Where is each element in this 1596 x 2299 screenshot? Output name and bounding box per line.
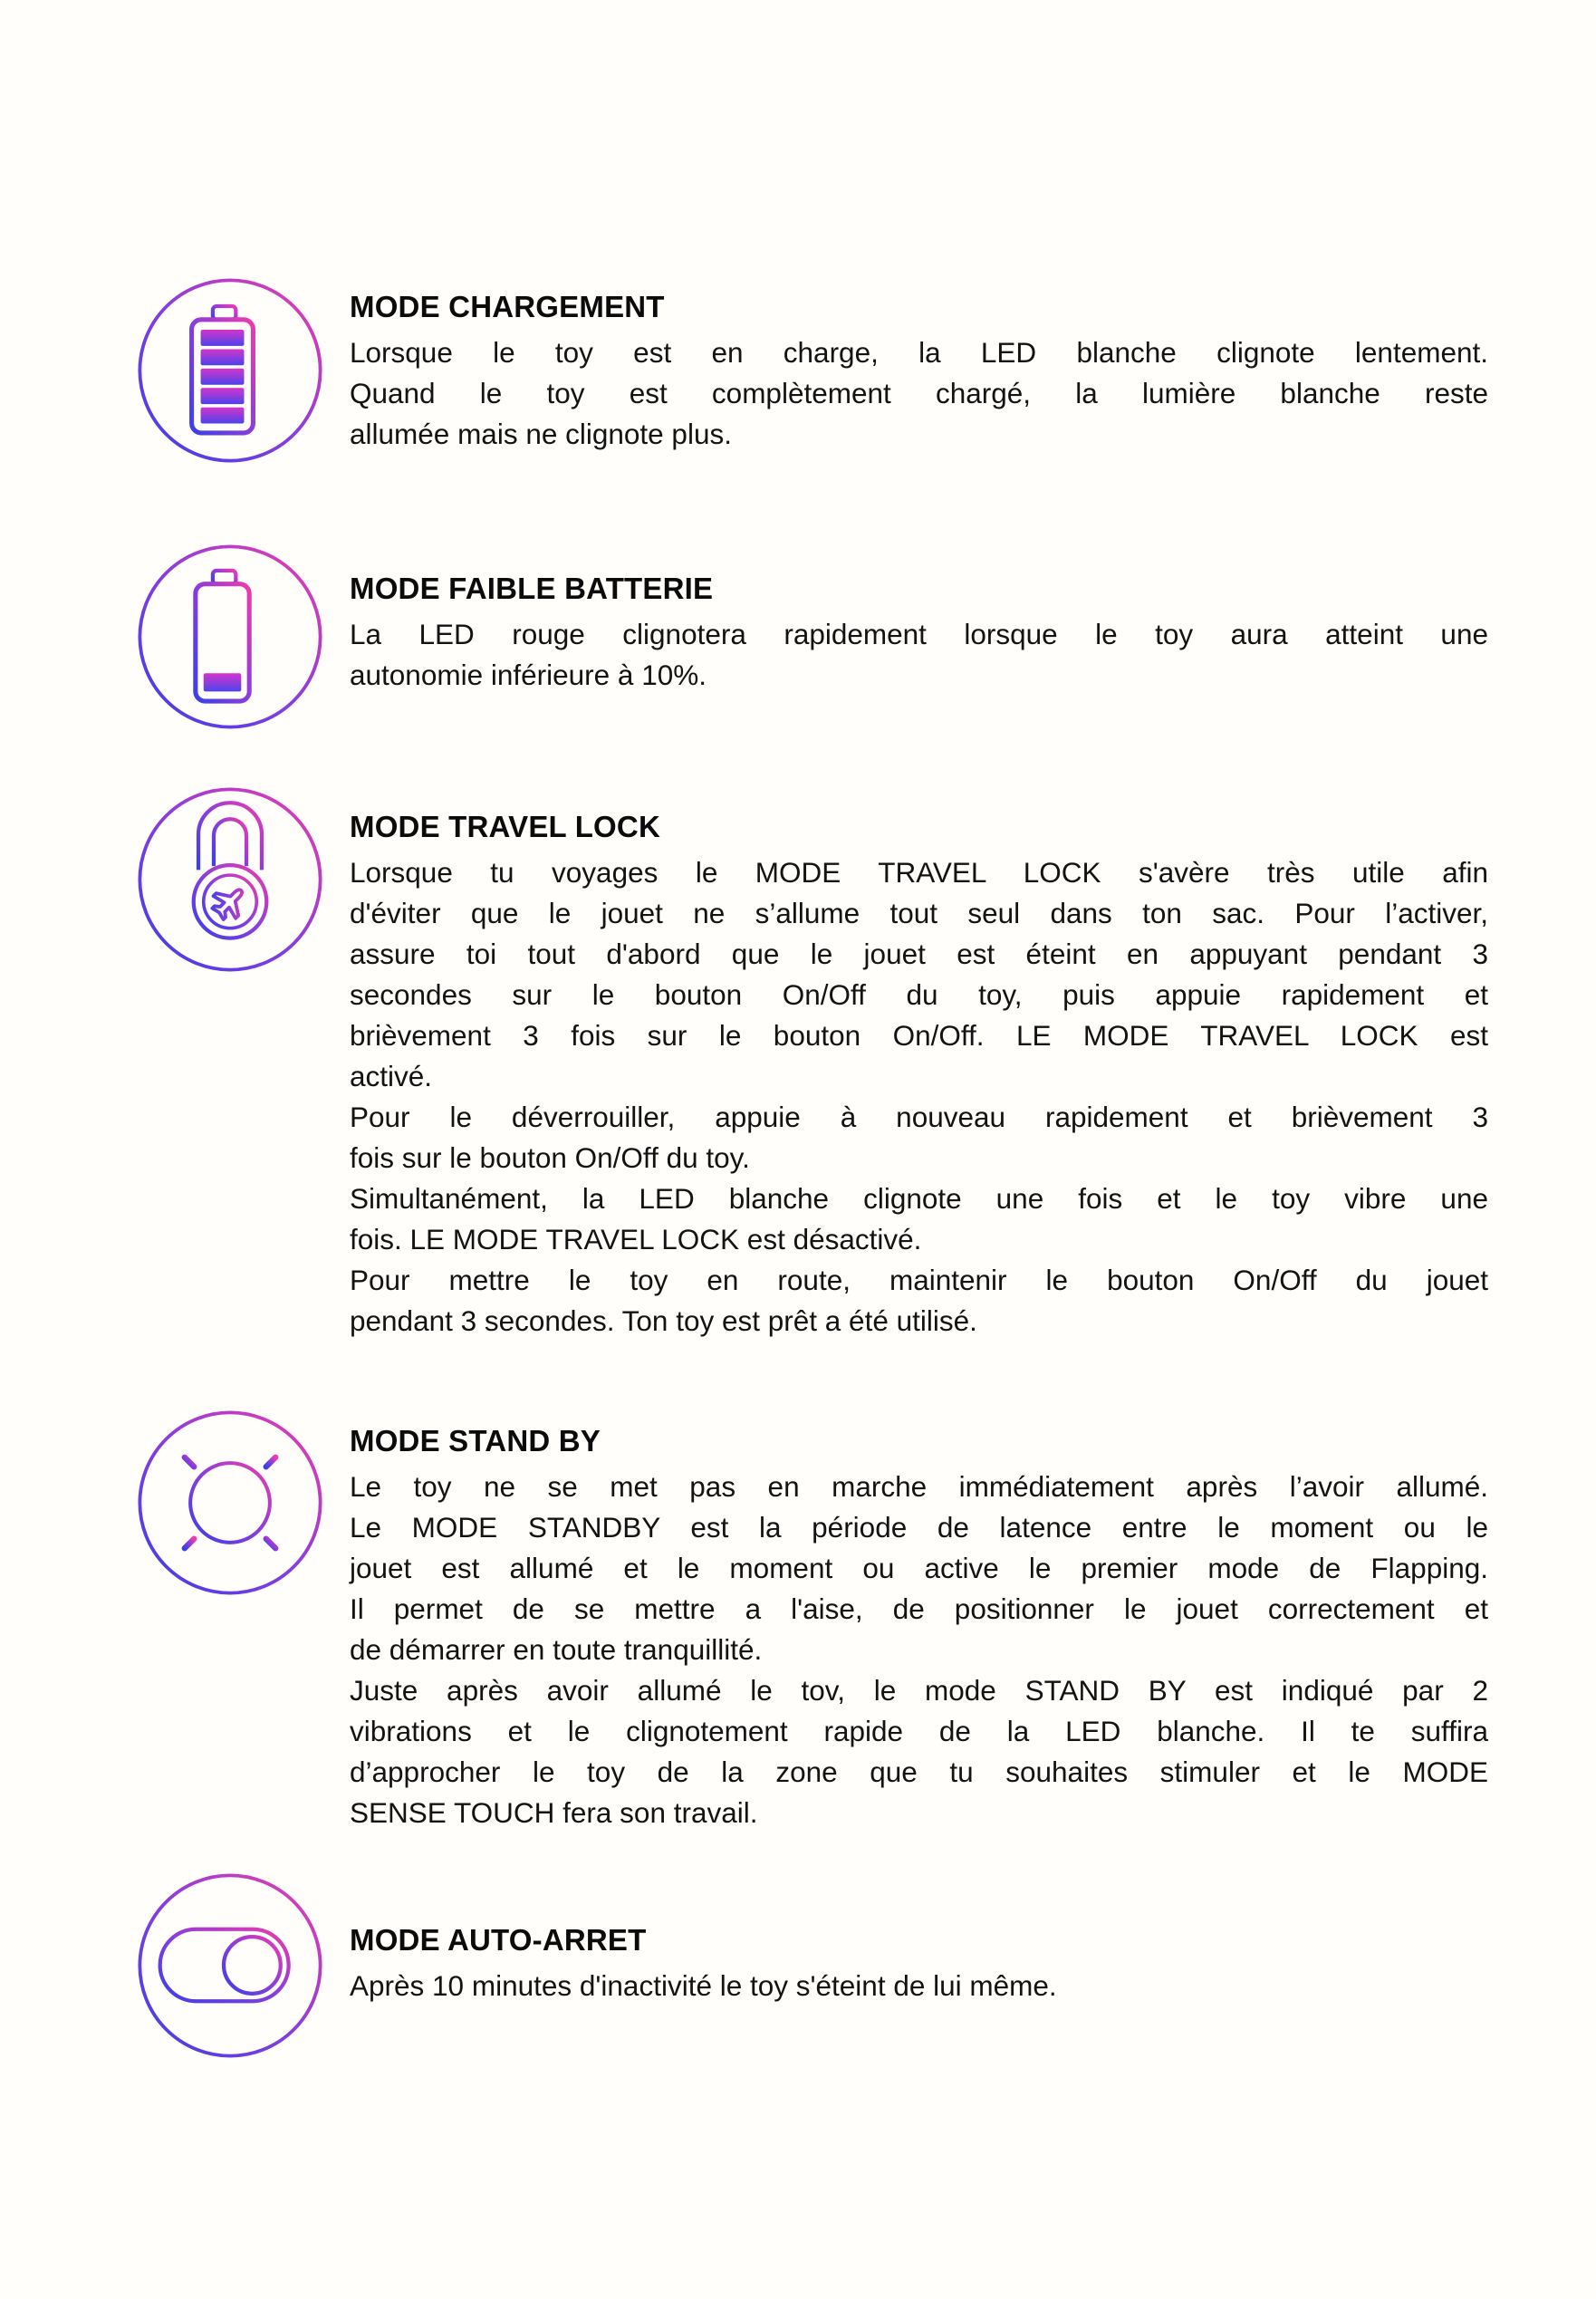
- paragraph: [350, 1260, 1488, 1342]
- icon-column: [134, 1870, 350, 2062]
- body-line: Simultanément, la LED blanche clignote une fois et le toy vibre une: [350, 1182, 1488, 1215]
- paragraph: [350, 332, 1488, 455]
- body-line: Le MODE STANDBY est la période de latence entre le moment ou le: [350, 1511, 1488, 1544]
- body-line: Lorsque tu voyages le MODE TRAVEL LOCK s'avère très utile afin: [350, 856, 1488, 889]
- section-title: MODE AUTO-ARRET: [350, 1923, 647, 1957]
- section-body: [350, 1467, 1488, 1833]
- mode-section: [134, 784, 1488, 1342]
- section-title: MODE STAND BY: [350, 1424, 601, 1457]
- paragraph: [350, 1966, 1488, 2006]
- paragraph: [350, 1178, 1488, 1260]
- body-line: pendant 3 secondes. Ton toy est prêt a été utilisé.: [350, 1304, 977, 1337]
- paragraph: [350, 852, 1488, 1097]
- body-line: Quand le toy est complètement chargé, la lumière blanche reste: [350, 377, 1488, 409]
- section-body: [350, 1966, 1488, 2006]
- body-line: assure toi tout d'abord que le jouet est éteint en appuyant pendant 3: [350, 938, 1488, 970]
- section-body: [350, 614, 1488, 696]
- paragraph: [350, 1670, 1488, 1833]
- text-column: [350, 784, 1488, 1342]
- body-line: jouet est allumé et le moment ou active le premier mode de Flapping.: [350, 1552, 1488, 1584]
- body-line: Pour mettre le toy en route, maintenir le bouton On/Off du jouet: [350, 1264, 1488, 1296]
- mode-section: [134, 1870, 1488, 2062]
- battery-low-icon: [134, 541, 326, 733]
- body-line: allumée mais ne clignote plus.: [350, 418, 732, 450]
- section-body: [350, 332, 1488, 455]
- icon-column: [134, 541, 350, 733]
- section-body: [350, 852, 1488, 1342]
- mode-section: [134, 1407, 1488, 1833]
- icon-column: [134, 784, 350, 976]
- mode-section: [134, 274, 1488, 467]
- section-title: MODE CHARGEMENT: [350, 290, 665, 323]
- toggle-switch-icon: [134, 1870, 326, 2062]
- icon-column: [134, 1407, 350, 1599]
- sections: [134, 274, 1488, 2062]
- body-line: Juste après avoir allumé le tov, le mode STAND BY est indiqué par 2: [350, 1674, 1488, 1707]
- body-line: Pour le déverrouiller, appuie à nouveau rapidement et brièvement 3: [350, 1101, 1488, 1133]
- body-line: d’approcher le toy de la zone que tu souhaites stimuler et le MODE: [350, 1756, 1488, 1788]
- section-title: MODE TRAVEL LOCK: [350, 810, 660, 843]
- paragraph: [350, 614, 1488, 696]
- body-line: de démarrer en toute tranquillité.: [350, 1633, 763, 1666]
- paragraph: [350, 1467, 1488, 1670]
- icon-column: [134, 274, 350, 467]
- battery-charging-icon: [134, 274, 326, 467]
- body-line: fois sur le bouton On/Off du toy.: [350, 1141, 750, 1174]
- text-column: [350, 274, 1488, 455]
- standby-sun-icon: [134, 1407, 326, 1599]
- body-line: fois. LE MODE TRAVEL LOCK est désactivé.: [350, 1223, 922, 1255]
- body-line: La LED rouge clignotera rapidement lorsque le toy aura atteint une: [350, 618, 1488, 650]
- body-line: Lorsque le toy est en charge, la LED blanche clignote lentement.: [350, 336, 1488, 369]
- body-line: Le toy ne se met pas en marche immédiatement après l’avoir allumé.: [350, 1470, 1488, 1503]
- text-column: [350, 541, 1488, 696]
- body-line: d'éviter que le jouet ne s’allume tout seul dans ton sac. Pour l’activer,: [350, 897, 1488, 929]
- section-title: MODE FAIBLE BATTERIE: [350, 572, 714, 605]
- body-line: brièvement 3 fois sur le bouton On/Off. LE MODE TRAVEL LOCK est: [350, 1019, 1488, 1052]
- body-line: secondes sur le bouton On/Off du toy, puis appuie rapidement et: [350, 978, 1488, 1011]
- body-line: activé.: [350, 1060, 433, 1092]
- text-column: [350, 1870, 1488, 2006]
- text-column: [350, 1407, 1488, 1833]
- paragraph: [350, 1097, 1488, 1178]
- body-line: vibrations et le clignotement rapide de la LED blanche. Il te suffira: [350, 1715, 1488, 1747]
- travel-lock-icon: [134, 784, 326, 976]
- mode-section: [134, 541, 1488, 733]
- body-line: Après 10 minutes d'inactivité le toy s'éteint de lui même.: [350, 1969, 1057, 2002]
- body-line: autonomie inférieure à 10%.: [350, 659, 707, 691]
- body-line: Il permet de se mettre a l'aise, de positionner le jouet correctement et: [350, 1592, 1488, 1625]
- body-line: SENSE TOUCH fera son travail.: [350, 1796, 758, 1829]
